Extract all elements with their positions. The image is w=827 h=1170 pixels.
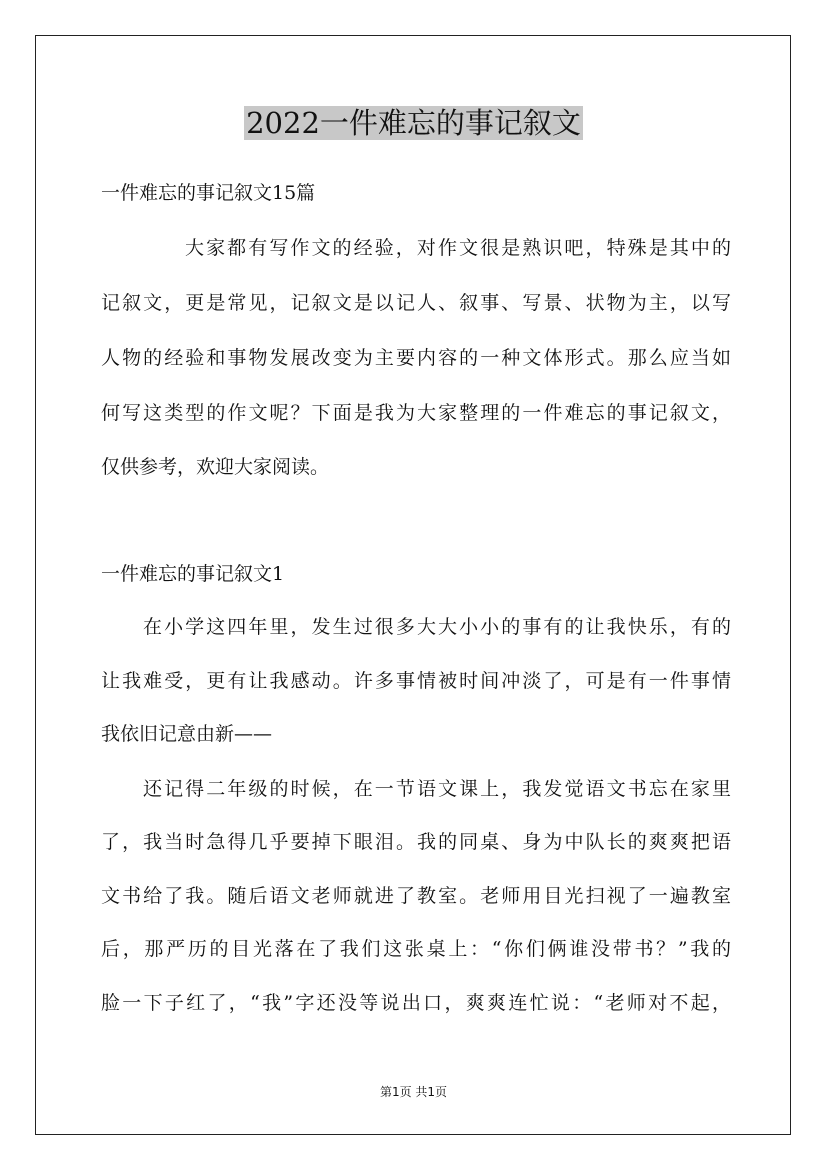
paragraph-line: 了，我当时急得几乎要掉下眼泪。我的同桌、身为中队长的爽爽把语 [101, 831, 731, 853]
paragraph-line: 文书给了我。随后语文老师就进了教室。老师用目光扫视了一遍教室 [101, 885, 731, 907]
paragraph-line: 在小学这四年里，发生过很多大大小小的事有的让我快乐，有的 [143, 616, 731, 638]
paragraph-line: 脸一下子红了，“我”字还没等说出口，爽爽连忙说：“老师对不起， [101, 992, 731, 1014]
intro-line: 何写这类型的作文呢？下面是我为大家整理的一件难忘的事记叙文， [101, 402, 731, 424]
document-title-text: 2022一件难忘的事记叙文 [246, 106, 581, 140]
intro-line: 大家都有写作文的经验，对作文很是熟识吧，特殊是其中的 [185, 237, 731, 259]
intro-line: 人物的经验和事物发展改变为主要内容的一种文体形式。那么应当如 [101, 347, 731, 369]
paragraph-line: 我依旧记意由新—— [101, 723, 273, 745]
intro-line: 仅供参考，欢迎大家阅读。 [101, 456, 330, 478]
section-heading: 一件难忘的事记叙文1 [101, 563, 285, 585]
subtitle: 一件难忘的事记叙文15篇 [101, 182, 316, 204]
paragraph-line: 让我难受，更有让我感动。许多事情被时间冲淡了，可是有一件事情 [101, 670, 731, 692]
intro-line: 记叙文，更是常见，记叙文是以记人、叙事、写景、状物为主，以写 [101, 292, 731, 314]
paragraph-line: 还记得二年级的时候，在一节语文课上，我发觉语文书忘在家里 [143, 778, 731, 800]
page-footer: 第1页 共1页 [379, 1085, 448, 1099]
paragraph-line: 后，那严历的目光落在了我们这张桌上：“你们俩谁没带书？”我的 [101, 938, 731, 960]
document-title [0, 101, 827, 145]
